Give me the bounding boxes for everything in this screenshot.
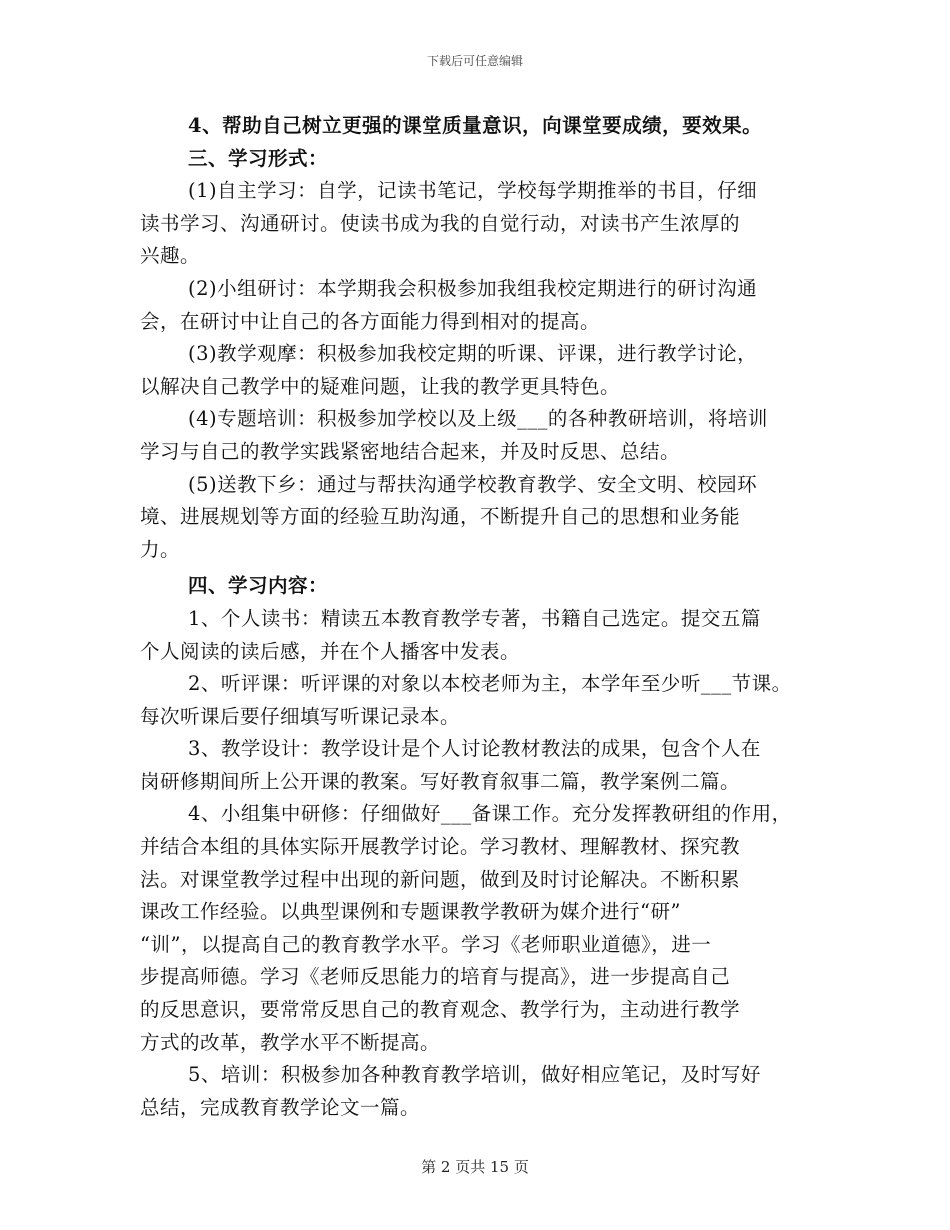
- paragraph-line: 1、个人读书：精读五本教育教学专著，书籍自己选定。提交五篇: [188, 606, 761, 630]
- paragraph-line: (5)送教下乡：通过与帮扶沟通学校教育教学、安全文明、校园环: [188, 472, 758, 496]
- paragraph-line: “训”，以提高自己的教育教学水平。学习《老师职业道德》，进一: [140, 932, 712, 956]
- paragraph-line: (1)自主学习：自学，记读书笔记，学校每学期推举的书目，仔细: [188, 179, 758, 203]
- section-heading-3: 三、学习形式：: [188, 146, 329, 170]
- paragraph-group-research: [140, 798, 820, 1059]
- document-body: [140, 110, 820, 1124]
- paragraph-self-study: [140, 175, 820, 273]
- paragraph-line: 方式的改革，教学水平不断提高。: [140, 1030, 441, 1054]
- paragraph-line: 每次听课后要仔细填写听课记录本。: [140, 704, 461, 728]
- paragraph-line: 兴趣。: [140, 244, 201, 268]
- paragraph-line: 2、听评课：听评课的对象以本校老师为主，本学年至少听___节课。: [188, 672, 792, 696]
- paragraph-line: 并结合本组的具体实际开展教学讨论。学习教材、理解教材、探究教: [140, 835, 741, 859]
- paragraph-group-study: [140, 273, 820, 338]
- paragraph-line: 以解决自己教学中的疑难问题，让我的教学更具特色。: [140, 374, 621, 398]
- paragraph-training-notes: [140, 1059, 820, 1124]
- section-heading-4: 四、学习内容：: [188, 574, 329, 598]
- page-number: 第 2 页共 15 页: [421, 1158, 529, 1176]
- paragraph-line: 4、小组集中研修：仔细做好___备课工作。充分发挥教研组的作用，: [188, 802, 792, 826]
- paragraph-observation: [140, 338, 820, 403]
- paragraph-line: 5、培训：积极参加各种教育教学培训，做好相应笔记，及时写好: [188, 1063, 761, 1087]
- paragraph-line: 3、教学设计：教学设计是个人讨论教材教法的成果，包含个人在: [188, 737, 761, 761]
- paragraph-line: 力。: [140, 537, 181, 561]
- paragraph-line: 学习与自己的教学实践紧密地结合起来，并及时反思、总结。: [140, 439, 681, 463]
- paragraph-line: 岗研修期间所上公开课的教案。写好教育叙事二篇，教学案例二篇。: [140, 769, 741, 793]
- paragraph-line: 的反思意识，要常常反思自己的教育观念、教学行为，主动进行教学: [140, 998, 741, 1022]
- paragraph-line: 总结，完成教育教学论文一篇。: [140, 1095, 421, 1119]
- paragraph-line: 课改工作经验。以典型课例和专题课教学教研为媒介进行“研”: [140, 900, 681, 924]
- paragraph-line: 法。对课堂教学过程中出现的新问题，做到及时讨论解决。不断积累: [140, 867, 741, 891]
- list-item-4-bold: 4、帮助自己树立更强的课堂质量意识，向课堂要成绩，要效果。: [188, 114, 763, 137]
- paragraph-training: [140, 403, 820, 468]
- paragraph-lesson-design: [140, 733, 820, 798]
- paragraph-outreach: [140, 469, 820, 567]
- paragraph-line: 步提高师德。学习《老师反思能力的培育与提高》，进一步提高自己: [140, 965, 731, 989]
- paragraph-line: (2)小组研讨：本学期我会积极参加我组我校定期进行的研讨沟通: [188, 276, 758, 300]
- paragraph-line: 个人阅读的读后感，并在个人播客中发表。: [140, 639, 521, 663]
- paragraph-line: (3)教学观摩：积极参加我校定期的听课、评课，进行教学讨论，: [188, 342, 758, 366]
- paragraph-reading: [140, 603, 820, 668]
- paragraph-lesson-review: [140, 668, 820, 733]
- paragraph-line: 读书学习、沟通研讨。使读书成为我的自觉行动，对读书产生浓厚的: [140, 211, 741, 235]
- paragraph-line: 会，在研讨中让自己的各方面能力得到相对的提高。: [140, 309, 601, 333]
- paragraph-line: 境、进展规划等方面的经验互助沟通，不断提升自己的思想和业务能: [140, 505, 741, 529]
- page-header: 下载后可任意编辑: [426, 54, 523, 68]
- paragraph-line: (4)专题培训：积极参加学校以及上级___的各种教研培训，将培训: [188, 407, 768, 431]
